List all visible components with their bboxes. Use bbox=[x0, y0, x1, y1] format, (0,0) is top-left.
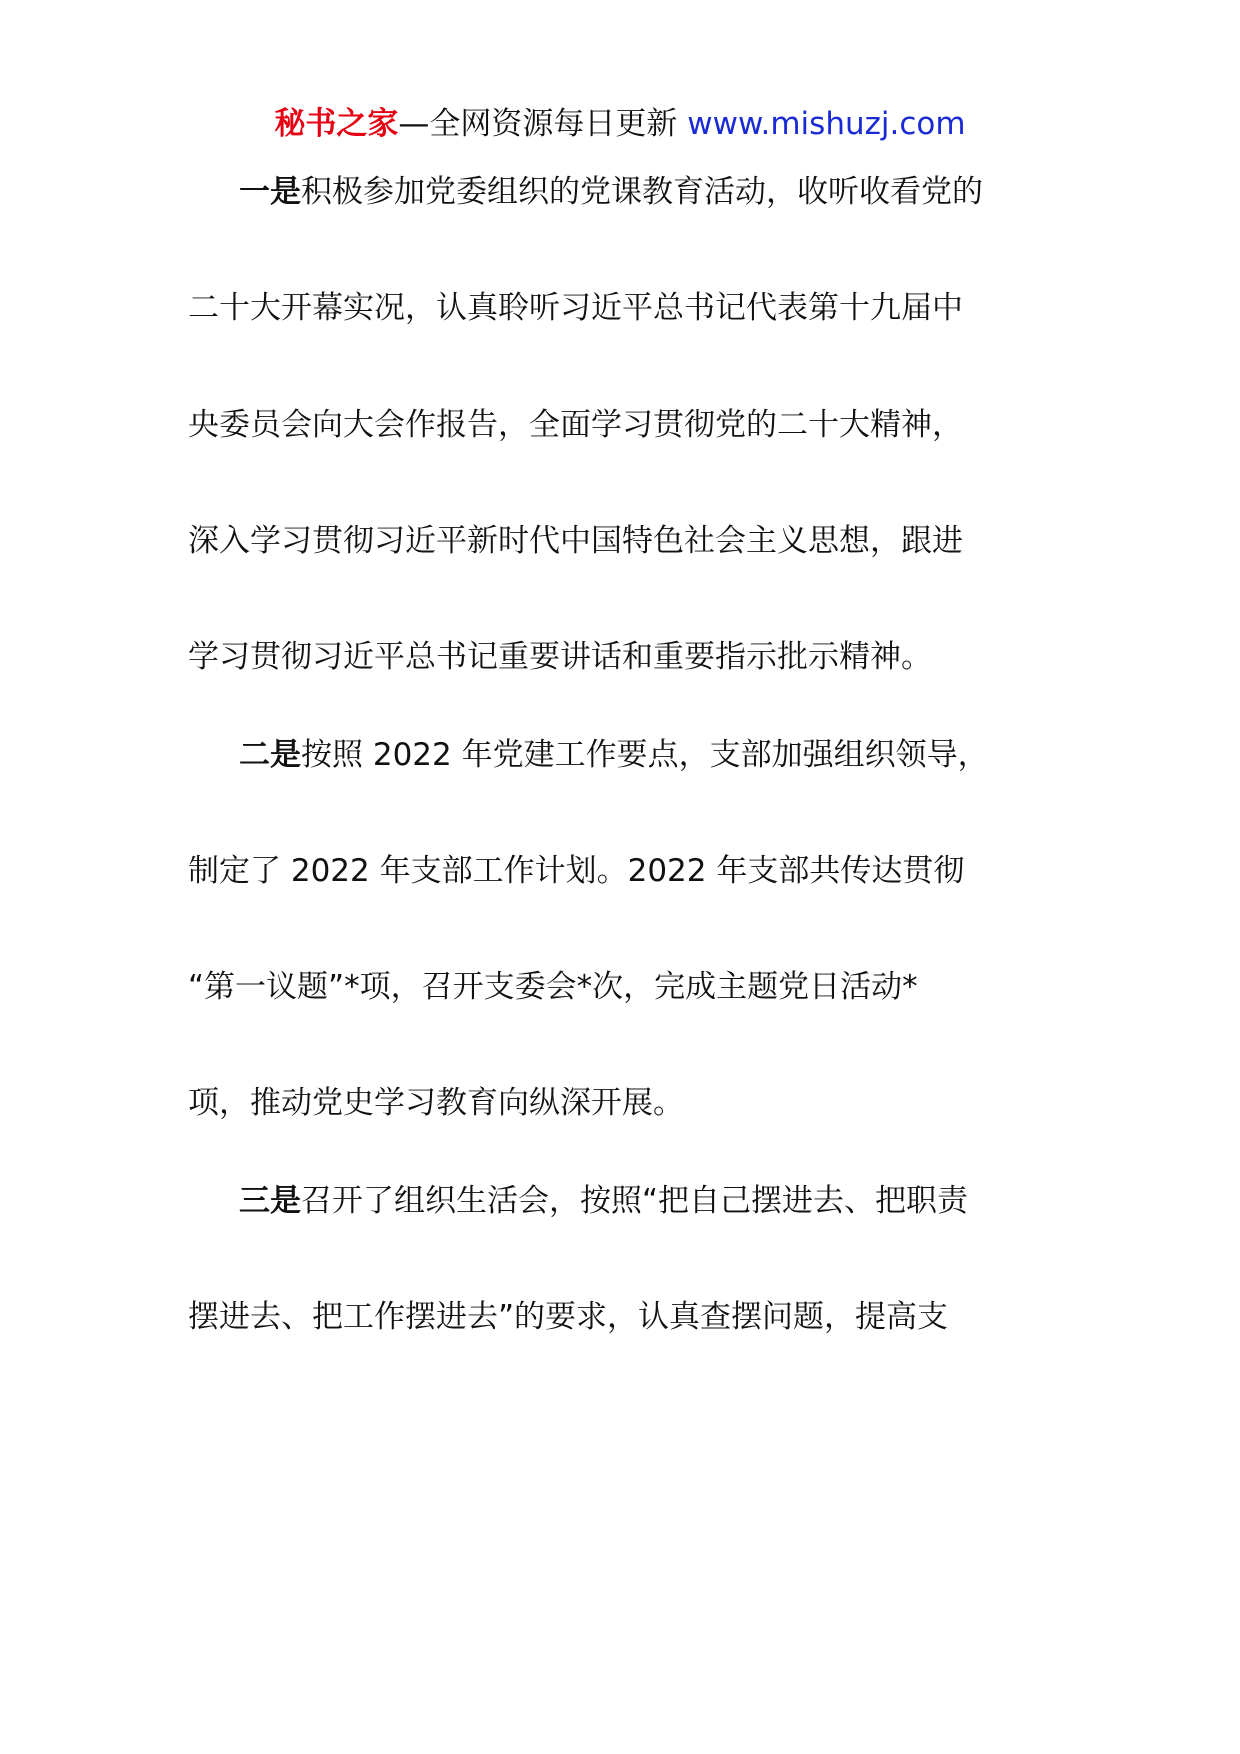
header-slogan: —全网资源每日更新 bbox=[398, 106, 688, 142]
paragraph-2-line-2: 制定了 2022 年支部工作计划。2022 年支部共传达贯彻 bbox=[188, 853, 965, 889]
paragraph-3-line-1: 三是召开了组织生活会，按照“把自己摆进去、把职责 bbox=[239, 1183, 969, 1219]
paragraph-2-lead: 二是 bbox=[239, 737, 301, 773]
paragraph-1-line-2: 二十大开幕实况，认真聆听习近平总书记代表第十九届中 bbox=[188, 290, 963, 326]
paragraph-1-line-5: 学习贯彻习近平总书记重要讲话和重要指示批示精神。 bbox=[188, 639, 932, 675]
paragraph-1-lead: 一是 bbox=[239, 174, 301, 210]
site-url-link[interactable]: www.mishuzj.com bbox=[687, 106, 966, 142]
paragraph-3-line-2: 摆进去、把工作摆进去”的要求，认真查摆问题，提高支 bbox=[188, 1299, 949, 1335]
paragraph-1-line-4: 深入学习贯彻习近平新时代中国特色社会主义思想，跟进 bbox=[188, 523, 963, 559]
paragraph-2-line-1: 二是按照 2022 年党建工作要点，支部加强组织领导， bbox=[239, 737, 989, 773]
paragraph-2-line-4: 项，推动党史学习教育向纵深开展。 bbox=[188, 1085, 684, 1121]
paragraph-2-line-3: “第一议题”*项，召开支委会*次，完成主题党日活动* bbox=[188, 969, 918, 1005]
brand-name: 秘书之家 bbox=[274, 106, 399, 142]
paragraph-3-lead: 三是 bbox=[239, 1183, 301, 1219]
site-header bbox=[0, 104, 1240, 144]
paragraph-1-line-3: 央委员会向大会作报告，全面学习贯彻党的二十大精神， bbox=[188, 407, 963, 443]
paragraph-1-line-1: 一是积极参加党委组织的党课教育活动，收听收看党的 bbox=[239, 174, 983, 210]
